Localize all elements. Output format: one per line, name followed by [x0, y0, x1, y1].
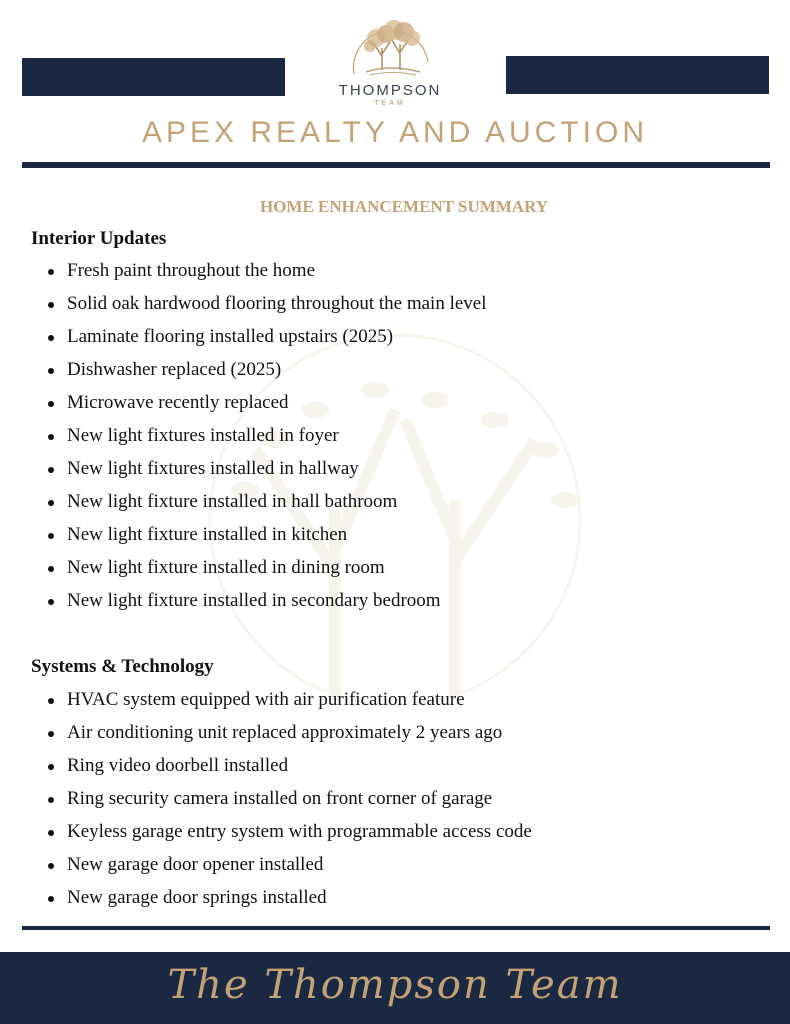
interior-updates-list	[48, 260, 487, 623]
logo-wordmark: THOMPSON	[338, 82, 442, 99]
bullet-icon	[48, 764, 54, 770]
list-item: New light fixtures installed in foyer	[48, 425, 487, 458]
bullet-icon	[48, 368, 54, 374]
list-item: Microwave recently replaced	[48, 392, 487, 425]
company-name: APEX REALTY AND AUCTION	[141, 116, 648, 149]
footer-banner	[0, 952, 790, 1024]
bullet-icon	[48, 896, 54, 902]
bullet-icon	[48, 566, 54, 572]
systems-technology-list	[48, 689, 532, 920]
list-item: Keyless garage entry system with programmable access code	[48, 821, 532, 854]
footer-signature: The Thompson Team	[167, 962, 623, 1008]
list-item: New light fixture installed in dining room	[48, 557, 487, 590]
bullet-icon	[48, 401, 54, 407]
list-item: New light fixtures installed in hallway	[48, 458, 487, 491]
bullet-icon	[48, 335, 54, 341]
bullet-icon	[48, 434, 54, 440]
list-item: Dishwasher replaced (2025)	[48, 359, 487, 392]
list-item: Ring security camera installed on front corner of garage	[48, 788, 532, 821]
footer-divider	[22, 926, 770, 930]
bullet-icon	[48, 599, 54, 605]
bullet-icon	[48, 863, 54, 869]
list-item: New garage door springs installed	[48, 887, 532, 920]
header-bar-left	[22, 58, 285, 96]
bullet-icon	[48, 830, 54, 836]
header-bar-right	[506, 56, 769, 94]
bullet-icon	[48, 302, 54, 308]
bullet-icon	[48, 269, 54, 275]
section-title-systems: Systems & Technology	[31, 656, 214, 677]
list-item: New light fixture installed in hall bathroom	[48, 491, 487, 524]
list-item: Fresh paint throughout the home	[48, 260, 487, 293]
list-item: Ring video doorbell installed	[48, 755, 532, 788]
bullet-icon	[48, 500, 54, 506]
thompson-team-logo	[330, 4, 450, 110]
list-item: New light fixture installed in kitchen	[48, 524, 487, 557]
list-item: Laminate flooring installed upstairs (2025)	[48, 326, 487, 359]
logo-subtext: TEAM	[374, 100, 406, 107]
list-item: Solid oak hardwood flooring throughout the main level	[48, 293, 487, 326]
section-title-interior: Interior Updates	[31, 228, 167, 249]
list-item: HVAC system equipped with air purification feature	[48, 689, 532, 722]
list-item: New light fixture installed in secondary bedroom	[48, 590, 487, 623]
list-item: Air conditioning unit replaced approximately 2 years ago	[48, 722, 532, 755]
bullet-icon	[48, 797, 54, 803]
document-title: HOME ENHANCEMENT SUMMARY	[259, 197, 549, 216]
bullet-icon	[48, 467, 54, 473]
tree-logo-icon	[330, 4, 450, 84]
header-divider	[22, 162, 770, 168]
bullet-icon	[48, 731, 54, 737]
list-item: New garage door opener installed	[48, 854, 532, 887]
bullet-icon	[48, 533, 54, 539]
bullet-icon	[48, 698, 54, 704]
